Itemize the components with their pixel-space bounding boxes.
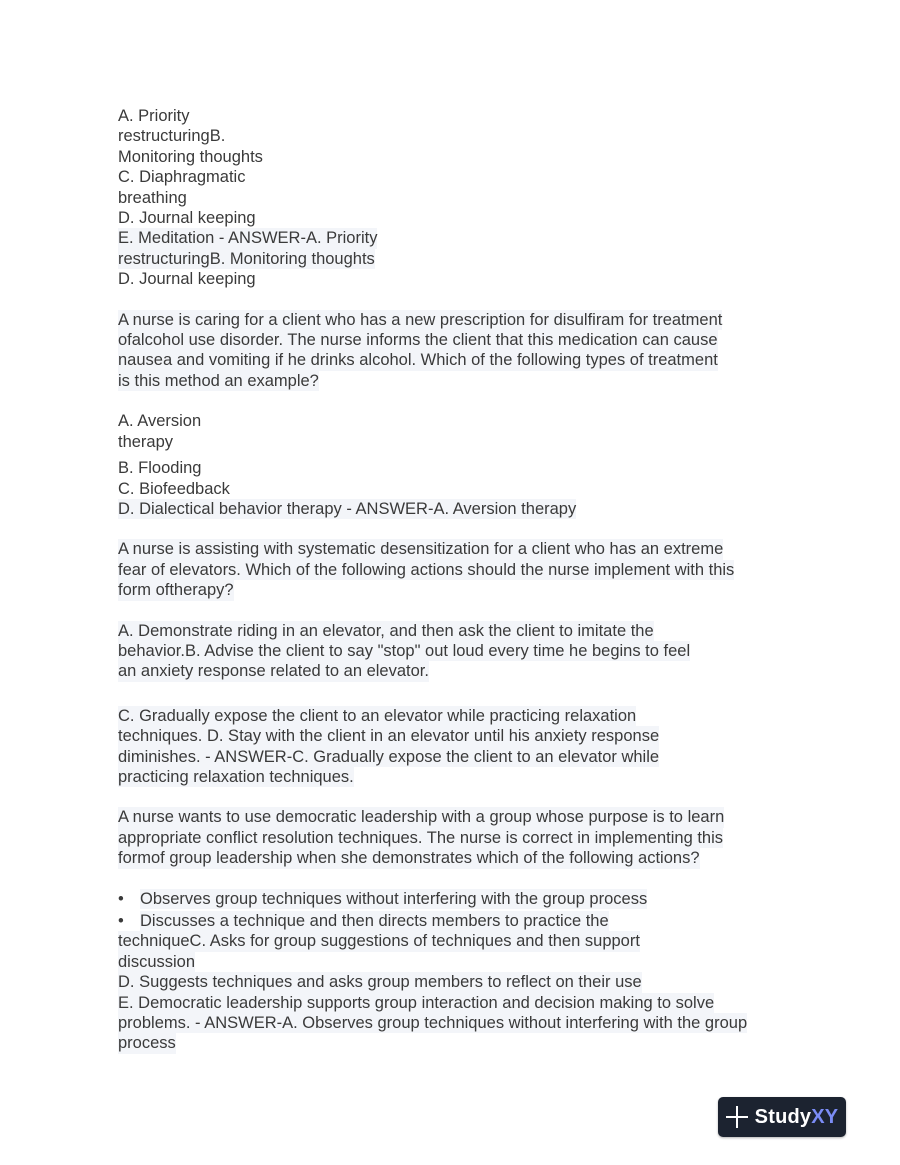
- question-line: ofalcohol use disorder. The nurse informs the client that this medication can cause: [118, 331, 718, 350]
- option-line: A. Demonstrate riding in an elevator, and then ask the client to imitate the: [118, 621, 654, 640]
- text-line: restructuringB.: [118, 127, 226, 146]
- text-line: therapy: [118, 432, 174, 451]
- text-line: C. Diaphragmatic: [118, 168, 246, 187]
- text-line: A. Priority: [118, 107, 190, 125]
- option-line: D. Suggests techniques and asks group members to reflect on their use: [118, 973, 642, 992]
- option-line: discussion: [118, 952, 196, 971]
- bullet-item: [118, 911, 798, 931]
- answer-line: process: [118, 1034, 176, 1053]
- bullet-icon: •: [118, 912, 124, 930]
- answer-options-block: [118, 889, 798, 1054]
- plus-icon: [726, 1106, 748, 1128]
- question-line: A nurse wants to use democratic leadership with a group whose purpose is to learn: [118, 808, 725, 827]
- answer-line: practicing relaxation techniques.: [118, 767, 354, 786]
- answer-options-block: [118, 621, 798, 682]
- bullet-item: [118, 889, 798, 909]
- answer-line: E. Meditation - ANSWER-A. Priority: [118, 229, 378, 248]
- option-line: E. Democratic leadership supports group interaction and decision making to solve: [118, 993, 715, 1012]
- question-line: form oftherapy?: [118, 581, 234, 600]
- text-line: D. Journal keeping: [118, 209, 256, 228]
- answer-line: problems. - ANSWER-A. Observes group techniques without interfering with the group: [118, 1014, 748, 1033]
- answer-options-block: [118, 706, 798, 788]
- text-line: Monitoring thoughts: [118, 147, 263, 166]
- option-line: techniqueC. Asks for group suggestions of techniques and then support: [118, 932, 640, 951]
- answer-line: D. Dialectical behavior therapy - ANSWER-A. Aversion therapy: [118, 499, 577, 518]
- text-line: D. Journal keeping: [118, 270, 256, 289]
- document-page: [118, 106, 798, 1054]
- question-block: [118, 310, 798, 392]
- question-block: [118, 539, 798, 600]
- bullet-text: Observes group techniques without interfering with the group process: [140, 889, 648, 908]
- studyxy-logo[interactable]: [718, 1097, 846, 1137]
- question-line: appropriate conflict resolution techniques. The nurse is correct in implementing this: [118, 828, 724, 847]
- question-line: formof group leadership when she demonstrates which of the following actions?: [118, 849, 700, 868]
- bullet-icon: •: [118, 889, 124, 908]
- answer-options-block: [118, 458, 798, 519]
- question-line: nausea and vomiting if he drinks alcohol. Which of the following types of treatment: [118, 351, 718, 370]
- answer-options-block: [118, 106, 798, 290]
- brand-name: [755, 1106, 839, 1129]
- question-block: [118, 807, 798, 868]
- answer-line: restructuringB. Monitoring thoughts: [118, 249, 375, 268]
- question-line: A nurse is assisting with systematic desensitization for a client who has an extreme: [118, 540, 724, 559]
- option-line: techniques. D. Stay with the client in an elevator until his anxiety response: [118, 727, 660, 746]
- brand-main: Study: [754, 1105, 812, 1128]
- brand-accent: XY: [811, 1105, 839, 1128]
- option-line: behavior.B. Advise the client to say "stop" out loud every time he begins to feel: [118, 641, 691, 660]
- text-line: A. Aversion: [118, 412, 202, 431]
- answer-line: diminishes. - ANSWER-C. Gradually expose the client to an elevator while: [118, 747, 660, 766]
- bullet-text: Discusses a technique and then directs members to practice the: [140, 912, 609, 930]
- question-line: fear of elevators. Which of the following actions should the nurse implement with this: [118, 560, 735, 579]
- option-line: C. Gradually expose the client to an elevator while practicing relaxation: [118, 706, 637, 725]
- question-line: is this method an example?: [118, 371, 319, 390]
- text-line: C. Biofeedback: [118, 479, 230, 498]
- option-line: an anxiety response related to an elevator.: [118, 662, 429, 681]
- text-line: breathing: [118, 188, 187, 207]
- text-line: B. Flooding: [118, 459, 202, 478]
- question-line: A nurse is caring for a client who has a new prescription for disulfiram for treatment: [118, 310, 723, 329]
- answer-options-block: [118, 411, 798, 452]
